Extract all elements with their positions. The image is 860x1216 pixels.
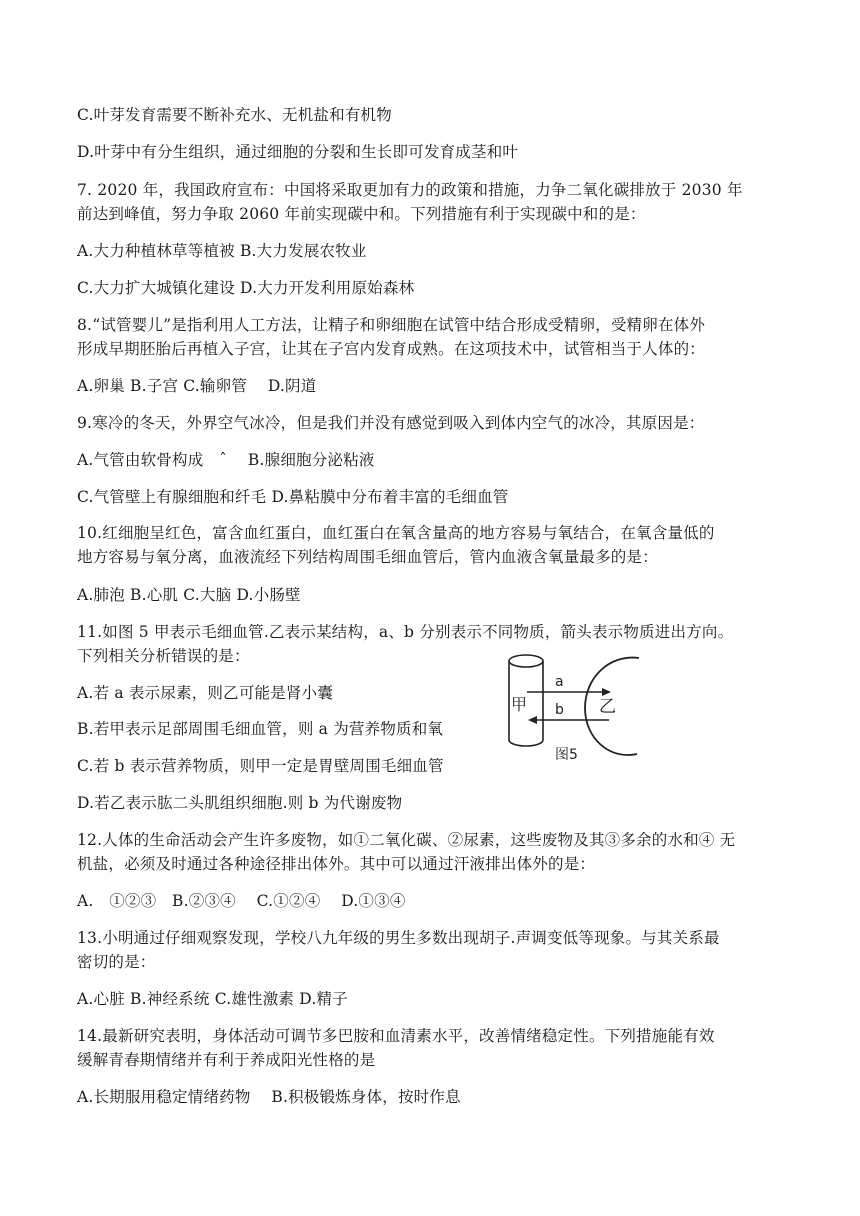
text-line: 14.最新研究表明，身体活动可调节多巴胺和血清素水平，改善情绪稳定性。下列措施能有效: [77, 1027, 715, 1045]
text-line: A.若 a 表示尿素，则乙可能是肾小囊: [77, 684, 334, 702]
text-line: 11.如图 5 甲表示毛细血管.乙表示某结构，a、b 分别表示不同物质，箭头表示物质进出方向。: [77, 623, 734, 641]
text-line: A.肺泡 B.心肌 C.大脑 D.小肠壁: [77, 586, 301, 604]
label-jia: 甲: [511, 695, 528, 714]
text-line: A.气管由软骨构成 ˆ B.腺细胞分泌粘液: [77, 451, 375, 469]
text-line: 密切的是：: [77, 953, 156, 971]
text-line: A.长期服用稳定情绪药物 B.积极锻炼身体，按时作息: [77, 1088, 461, 1106]
text-line: 形成早期胚胎后再植入子宫，让其在子宫内发育成熟。在这项技术中，试管相当于人体的：: [77, 340, 706, 358]
text-line: 12.人体的生命活动会产生许多废物，如①二氧化碳、②尿素，这些废物及其③多余的水和④ 无: [77, 831, 736, 849]
text-line: 8.“试管婴儿”是指利用人工方法，让精子和卵细胞在试管中结合形成受精卵，受精卵在体外: [77, 316, 706, 334]
text-line: C.若 b 表示营养物质，则甲一定是胃壁周围毛细血管: [77, 757, 444, 775]
figure-caption: 图5: [555, 747, 578, 763]
text-line: 13.小明通过仔细观察发现，学校八九年级的男生多数出现胡子.声调变低等现象。与其关系最: [77, 929, 720, 947]
capillary-diagram: [497, 650, 655, 765]
text-line: 地方容易与氧分离，血液流经下列结构周围毛细血管后，管内血液含氧量最多的是：: [77, 548, 658, 566]
text-line: D.叶芽中有分生组织，通过细胞的分裂和生长即可发育成茎和叶: [77, 143, 519, 161]
text-line: 缓解青春期情绪并有利于养成阳光性格的是: [77, 1051, 376, 1069]
text-line: A.卵巢 B.子宫 C.输卵管 D.阴道: [77, 377, 317, 395]
label-b: b: [555, 702, 564, 718]
text-line: C.气管壁上有腺细胞和纤毛 D.鼻粘膜中分布着丰富的毛细血管: [77, 488, 509, 506]
label-a: a: [555, 674, 564, 690]
text-line: C.大力扩大城镇化建设 D.大力开发利用原始森林: [77, 279, 415, 297]
text-line: 10.红细胞呈红色，富含血红蛋白，血红蛋白在氧含量高的地方容易与氧结合，在氧含量低的: [77, 524, 715, 542]
text-line: A.心脏 B.神经系统 C.雄性激素 D.精子: [77, 990, 348, 1008]
text-line: 9.寒冷的冬天，外界空气冰冷，但是我们并没有感觉到吸入到体内空气的冰冷，其原因是：: [77, 414, 705, 432]
figure-5-diagram: [497, 650, 655, 765]
label-yi: 乙: [599, 697, 616, 717]
text-line: B.若甲表示足部周围毛细血管，则 a 为营养物质和氧: [77, 720, 444, 738]
text-line: 机盐，必须及时通过各种途径排出体外。其中可以通过汗液排出体外的是：: [77, 855, 596, 873]
text-line: D.若乙表示肱二头肌组织细胞.则 b 为代谢废物: [77, 794, 403, 812]
text-line: 下列相关分析错误的是：: [77, 647, 250, 665]
text-line: A.大力种植林草等植被 B.大力发展农牧业: [77, 242, 367, 260]
text-line: C.叶芽发育需要不断补充水、无机盐和有机物: [77, 106, 392, 124]
text-line: A. ①②③ B.②③④ C.①②④ D.①③④: [77, 892, 406, 910]
text-line: 前达到峰值，努力争取 2060 年前实现碳中和。下列措施有利于实现碳中和的是：: [77, 205, 646, 223]
text-line: 7. 2020 年，我国政府宣布：中国将采取更加有力的政策和措施，力争二氧化碳排放于 2030 年: [77, 181, 743, 199]
